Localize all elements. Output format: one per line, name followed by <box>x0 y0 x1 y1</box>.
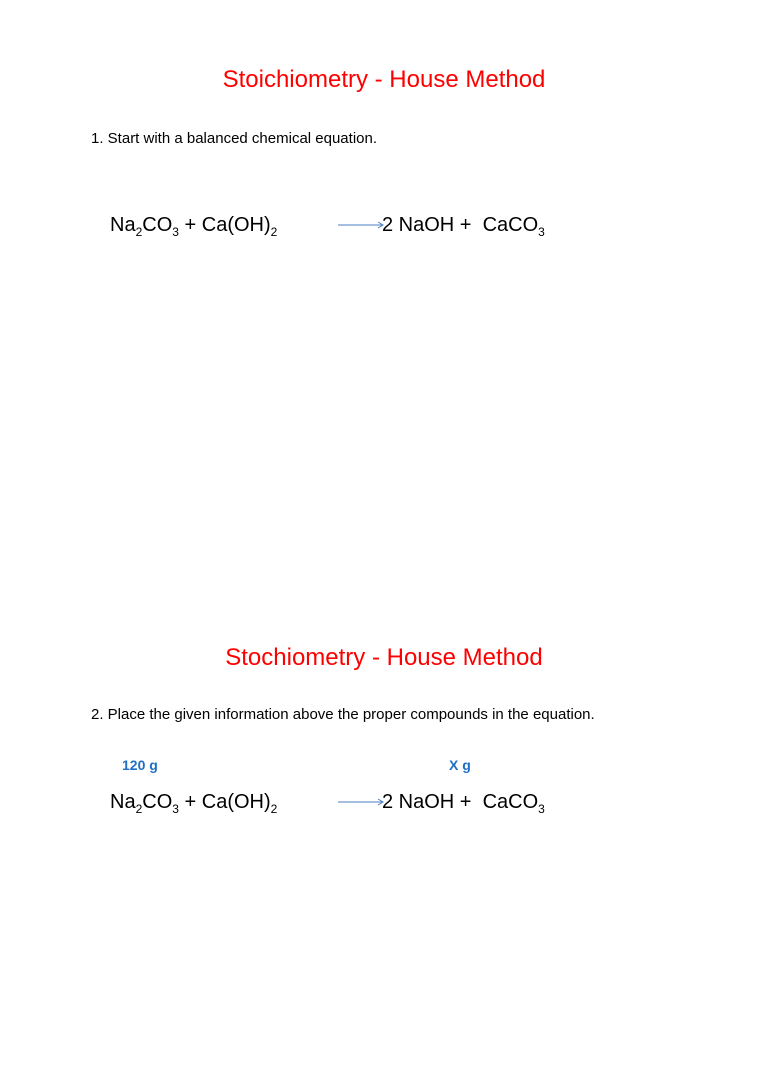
subscript: 3 <box>538 225 545 239</box>
subscript: 2 <box>135 225 143 239</box>
step-instruction: 1. Start with a balanced chemical equation. <box>91 130 378 147</box>
product-symbol: 2 NaOH + <box>382 214 478 236</box>
reactant-symbol: Ca(OH) <box>201 214 271 236</box>
product-symbol: 2 NaOH + <box>382 791 478 813</box>
reactant-symbol: Na <box>110 214 136 236</box>
subscript: 3 <box>172 225 179 239</box>
equation-products <box>382 790 545 814</box>
equation-reactants <box>110 790 277 814</box>
reactant-symbol: Na <box>110 791 136 813</box>
chemical-equation <box>0 213 768 253</box>
page-title: Stoichiometry - House Method <box>222 66 546 93</box>
reactant-symbol: CO <box>142 214 173 236</box>
slide-2 <box>0 576 768 1088</box>
reactant-symbol: CO <box>142 791 173 813</box>
slide-1 <box>0 0 768 512</box>
step-instruction: 2. Place the given information above the proper compounds in the equation. <box>91 706 595 723</box>
chemical-equation <box>0 790 768 830</box>
product-symbol: CaCO <box>477 214 539 236</box>
reactant-symbol: Ca(OH) <box>201 791 271 813</box>
reaction-arrow-icon <box>338 217 386 233</box>
subscript: 2 <box>135 802 143 816</box>
given-mass-label: 120 g <box>122 757 158 773</box>
equation-reactants <box>110 213 277 237</box>
plus-sign: + <box>178 791 202 813</box>
subscript: 3 <box>538 802 545 816</box>
subscript: 2 <box>270 802 278 816</box>
subscript: 2 <box>270 225 278 239</box>
page-title: Stochiometry - House Method <box>225 644 543 671</box>
product-symbol: CaCO <box>477 791 539 813</box>
equation-products <box>382 213 545 237</box>
reaction-arrow-icon <box>338 794 386 810</box>
subscript: 3 <box>172 802 179 816</box>
unknown-mass-label: X g <box>449 757 471 773</box>
plus-sign: + <box>178 214 202 236</box>
